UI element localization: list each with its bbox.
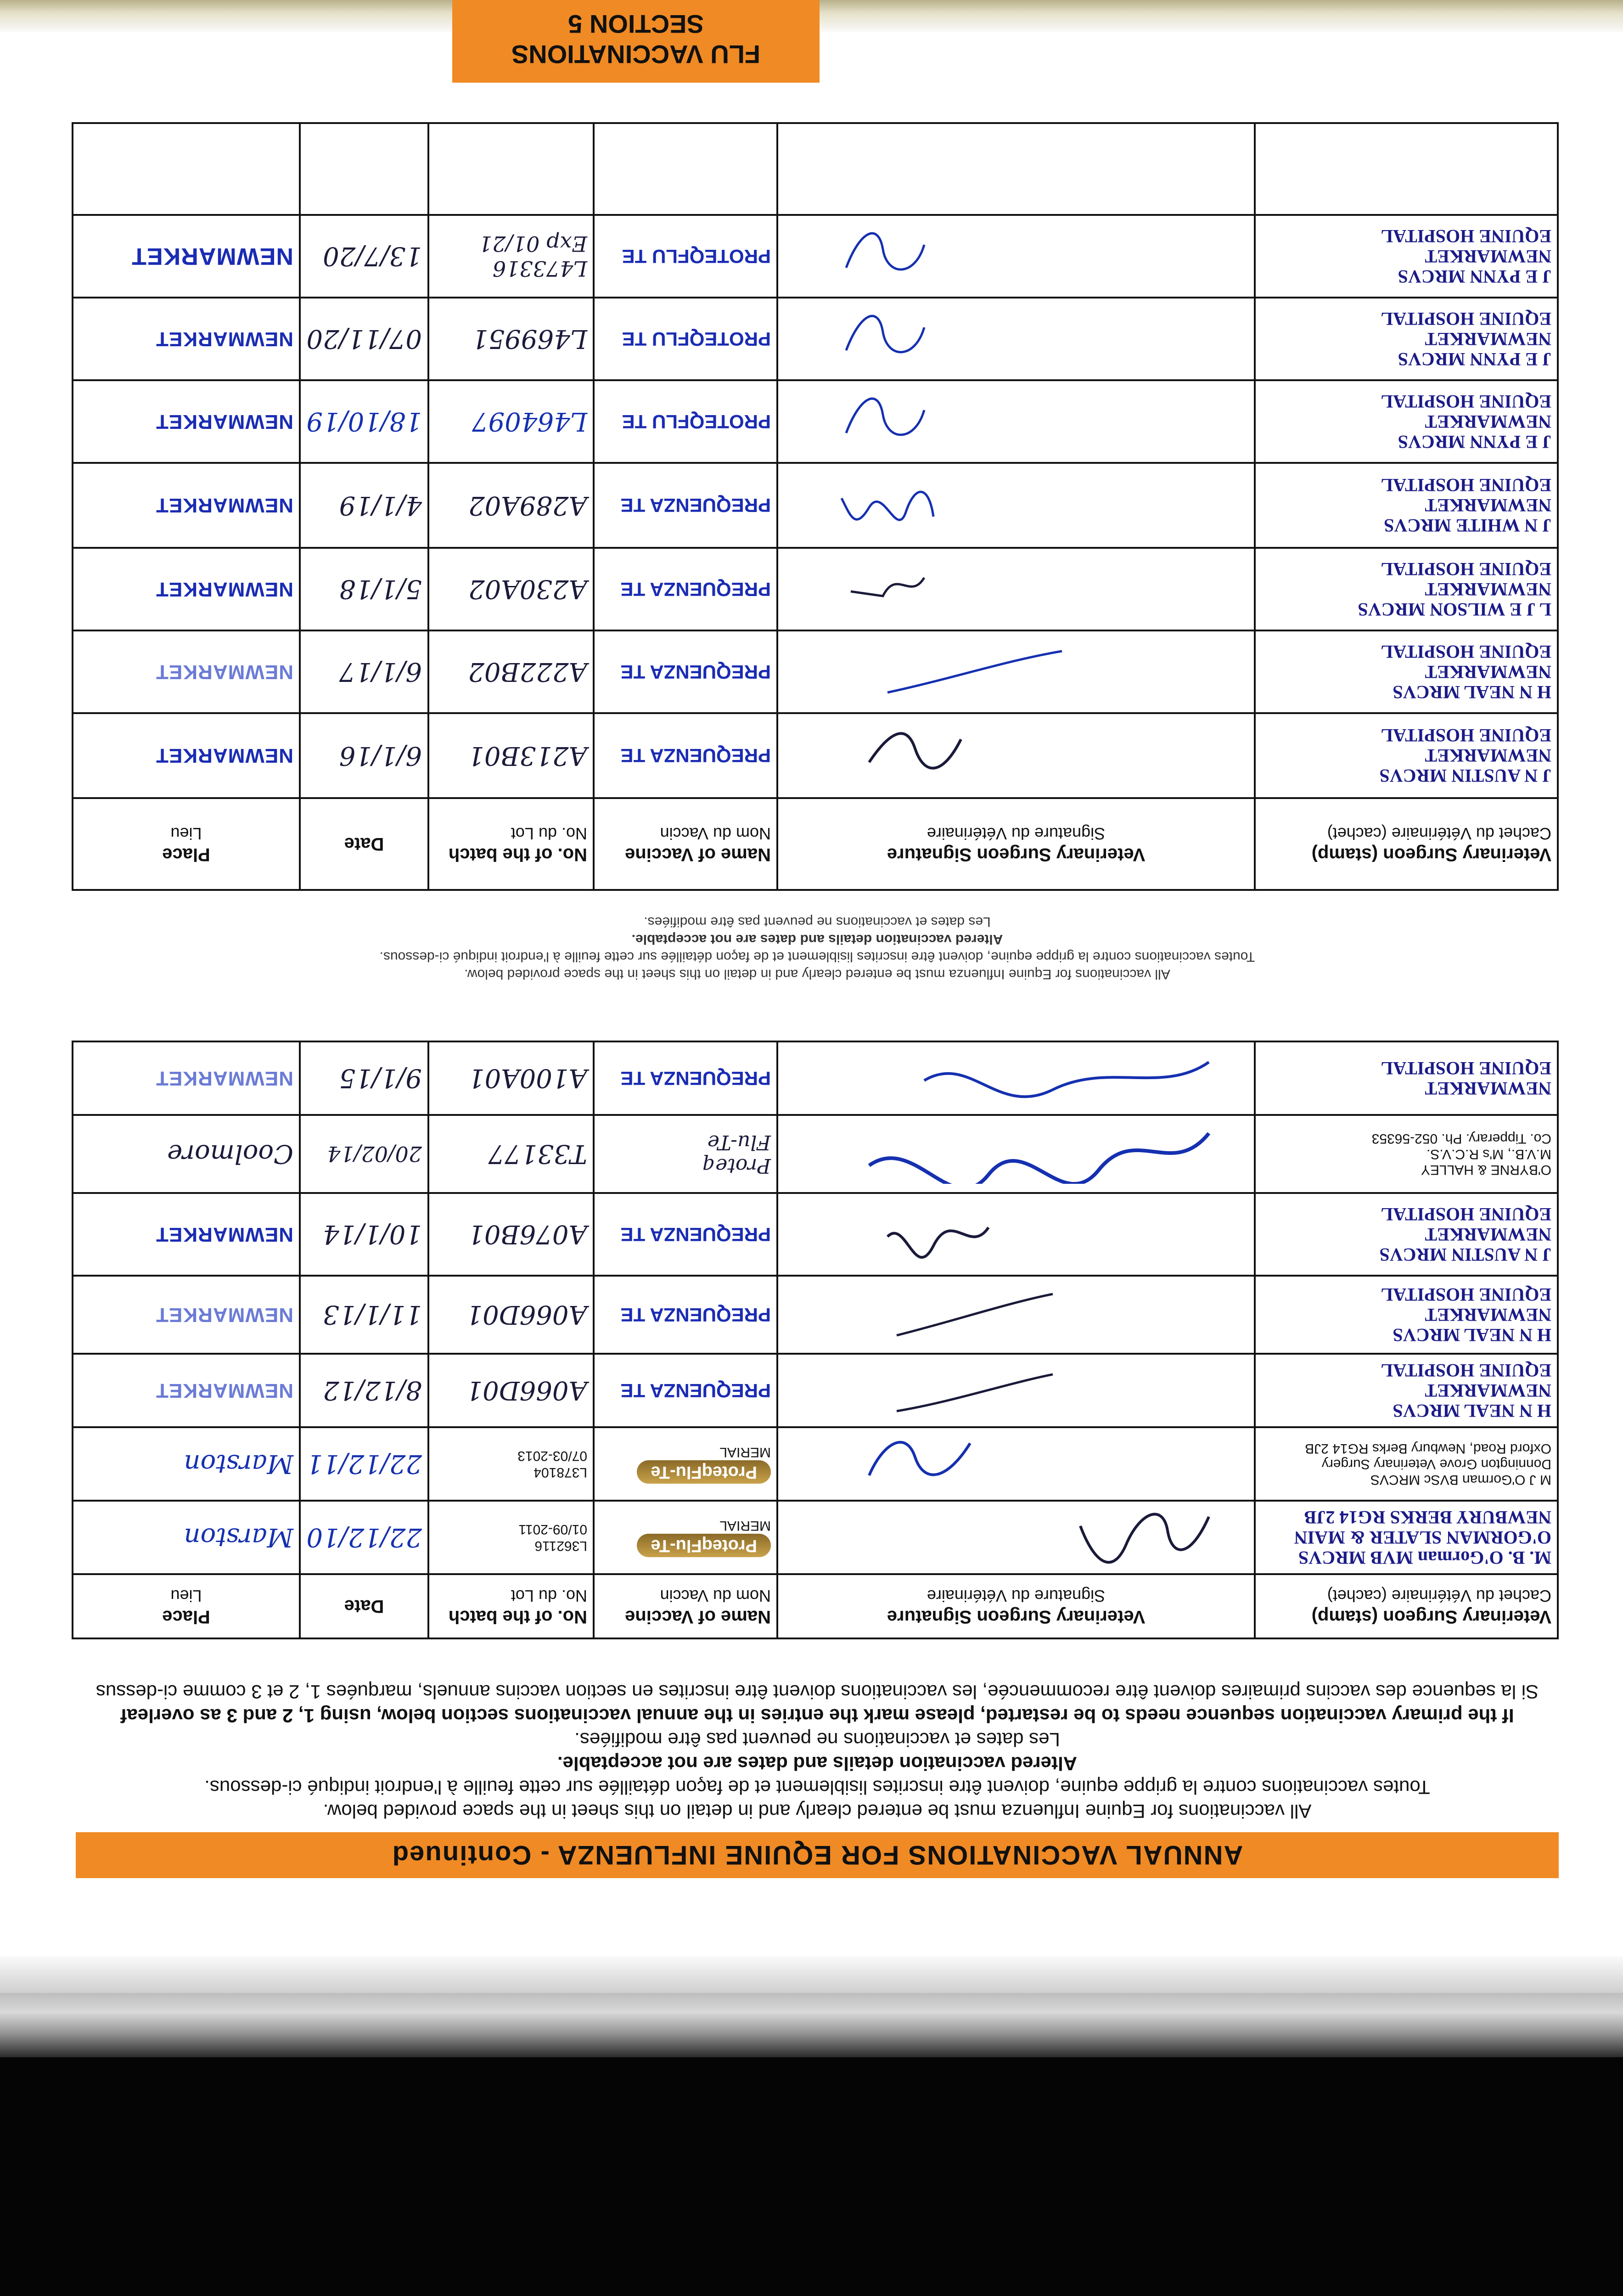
batch-number: A076B01 [428,1193,594,1276]
vaccine-name: ProteqFlu-Te MERIAL [594,1427,777,1501]
flu-vaccinations-title: FLU VACCINATIONS [511,40,761,69]
batch-number: A222B02 [428,630,594,713]
vaccination-date: 13/7/20 [300,215,428,298]
table-row [73,548,1558,630]
table-header-row [73,1574,1558,1638]
col-date-header: Date [300,798,428,890]
table-row [73,630,1558,713]
vet-stamp: J E PYNN MRCVS NEWMARKET EQUINE HOSPITAL [1255,298,1558,380]
vet-stamp: J E PYNN MRCVS NEWMARKET EQUINE HOSPITAL [1255,380,1558,463]
batch-number: A230A02 [428,548,594,630]
batch-number [428,123,594,215]
vaccination-place: NEWMARKET [73,463,300,548]
vaccine-name: Proteq Flu-Te [594,1115,777,1193]
section5-instructions [76,913,1559,983]
vet-stamp: J E PYNN MRCVS NEWMARKET EQUINE HOSPITAL [1255,215,1558,298]
batch-number: A066D01 [428,1276,594,1354]
vaccination-place: Marston [73,1427,300,1501]
table-header-row [73,798,1558,890]
instruction-fr: Toutes vaccinations contre la grippe equine, doivent être inscrites lisiblement et de façon détaillée sur cette feuille à l'endroit indiqué ci-dessous. [204,1777,1430,1798]
vaccine-name: PREQUENZA TE [594,1193,777,1276]
vaccine-name: PREQUENZA TE [594,1354,777,1427]
vaccination-date: 9/1/15 [300,1041,428,1115]
batch-number: L362116 01/09-2011 [428,1501,594,1574]
table-row [73,298,1558,380]
vaccination-place: NEWMARKET [73,1276,300,1354]
section5-altered-en: Altered vaccination details and dates are not acceptable. [631,932,1003,947]
scanner-strip [0,1993,1623,2057]
vaccine-name: PREQUENZA TE [594,630,777,713]
altered-fr: Les dates et vaccinations ne peuvent pas être modifiées. [574,1729,1060,1750]
annual-vaccinations-banner [76,1832,1559,1878]
vet-stamp: L J E WILSON MRCVS NEWMARKET EQUINE HOSPITAL [1255,548,1558,630]
batch-number: L378104 07/03-2013 [428,1427,594,1501]
vaccination-place: NEWMARKET [73,1354,300,1427]
col-batch-header: No. of the batch No. du Lot [428,798,594,890]
vaccination-place: NEWMARKET [73,713,300,798]
section5-instruction-en: All vaccinations for Equine Influenza must be entered clearly and in detail on this sheet in the space provided below. [464,967,1170,982]
col-place-header: Place Lieu [73,1574,300,1638]
vet-signature [777,548,1255,630]
col-place-header: Place Lieu [73,798,300,890]
batch-number: A066D01 [428,1354,594,1427]
vet-stamp: M J O'Gorman BVSc MRCVS Donnington Grove Veterinary Surgery Oxford Road, Newbury Berks RG14 2JB [1255,1427,1558,1501]
table-row [73,713,1558,798]
vaccination-date: 8/12/12 [300,1354,428,1427]
vaccination-date: 5/1/18 [300,548,428,630]
top-instructions [76,1680,1559,1823]
vaccine-name [594,123,777,215]
vaccination-date: 6/1/17 [300,630,428,713]
annual-vaccinations-title: ANNUAL VACCINATIONS FOR EQUINE INFLUENZA - Continued [391,1840,1243,1870]
vaccine-name: PREQUENZA TE [594,1041,777,1115]
vaccination-date: 4/1/19 [300,463,428,548]
vet-stamp [1255,123,1558,215]
annual-vaccination-table [72,1041,1559,1639]
vaccination-date [300,123,428,215]
col-vaccine-header: Name of Vaccine Nom du Vaccin [594,798,777,890]
vaccination-date: 10/1/14 [300,1193,428,1276]
vet-signature [777,1193,1255,1276]
restart-en: If the primary vaccination sequence needs to be restarted, please mark the entries in the annual vaccinations section below, using 1, 2 and 3 as overleaf [120,1705,1514,1727]
vet-signature [777,298,1255,380]
vaccine-name: PREQUENZA TE [594,463,777,548]
table-row [73,1276,1558,1354]
vaccine-name: PROTEQFLU TE [594,298,777,380]
vaccination-place: NEWMARKET [73,380,300,463]
restart-fr: Si la sequence des vaccins primaires doivent être recommencée, les vaccinations doivent être inscrites en section vaccins annuels, marquées 1, 2 et 3 comme ci-dessus [95,1681,1539,1703]
col-stamp-header: Veterinary Surgeon (stamp) Cachet du Vétérinaire (cachet) [1255,1574,1558,1638]
vaccination-place: NEWMARKET [73,1193,300,1276]
vaccination-date: 07/11/20 [300,298,428,380]
altered-en: Altered vaccination details and dates are not acceptable. [557,1753,1078,1774]
vet-stamp: J N WHITE MRCVS NEWMARKET EQUINE HOSPITAL [1255,463,1558,548]
batch-number: L464097 [428,380,594,463]
vaccination-place: NEWMARKET [73,1041,300,1115]
vet-signature [777,1041,1255,1115]
vet-signature [777,1115,1255,1193]
vet-stamp: H N NEAL MRCVS NEWMARKET EQUINE HOSPITAL [1255,1354,1558,1427]
vet-stamp: NEWMARKET EQUINE HOSPITAL [1255,1041,1558,1115]
vaccination-place: Coolmore [73,1115,300,1193]
vet-signature [777,1501,1255,1574]
vaccination-place [73,123,300,215]
table-row [73,380,1558,463]
flu-vaccination-table [72,122,1559,891]
vet-signature [777,1427,1255,1501]
vaccination-place: NEWMARKET [73,548,300,630]
col-vaccine-header: Name of Vaccine Nom du Vaccin [594,1574,777,1638]
table-row [73,1354,1558,1427]
col-signature-header: Veterinary Surgeon Signature Signature du Vétérinaire [777,1574,1255,1638]
vet-signature [777,630,1255,713]
instruction-en: All vaccinations for Equine Influenza must be entered clearly and in detail on this sheet in the space provided below. [323,1801,1312,1822]
table-row [73,1115,1558,1193]
vaccination-place: NEWMARKET [73,630,300,713]
batch-number: A213B01 [428,713,594,798]
table-row [73,1501,1558,1574]
col-signature-header: Veterinary Surgeon Signature Signature du Vétérinaire [777,798,1255,890]
vaccination-date: 20/02/14 [300,1115,428,1193]
page-edge [0,1956,1623,1993]
vaccine-name: ProteqFlu-Te MERIAL [594,1501,777,1574]
vet-stamp: J N AUSTIN MRCVS NEWMARKET EQUINE HOSPITAL [1255,713,1558,798]
section-number: SECTION 5 [568,10,704,39]
table-row [73,1193,1558,1276]
vaccination-place: Marston [73,1501,300,1574]
table-row [73,463,1558,548]
vaccination-date: 11/1/13 [300,1276,428,1354]
vet-signature [777,713,1255,798]
batch-number: L469951 [428,298,594,380]
vet-stamp: J N AUSTIN MRCVS NEWMARKET EQUINE HOSPITAL [1255,1193,1558,1276]
vaccination-place: NEWMARKET [73,215,300,298]
batch-number: A289A02 [428,463,594,548]
vet-signature [777,215,1255,298]
vet-signature [777,123,1255,215]
vet-signature [777,1276,1255,1354]
vaccine-name: PREQUENZA TE [594,713,777,798]
vet-signature [777,380,1255,463]
table-row [73,215,1558,298]
vaccination-date: 6/1/16 [300,713,428,798]
vet-stamp: M. B. O'Gorman MVB MRCVS O'GORMAN SLATER & MAIN NEWBURY BERKS RG14 2JB [1255,1501,1558,1574]
col-date-header: Date [300,1574,428,1638]
vaccination-date: 18/10/19 [300,380,428,463]
table-row [73,1041,1558,1115]
batch-number: L473316 Exp 01/21 [428,215,594,298]
section5-altered-fr: Les dates et vaccinations ne peuvent pas être modifiées. [644,914,991,929]
vaccine-name: PROTEQFLU TE [594,380,777,463]
vaccine-name: PREQUENZA TE [594,1276,777,1354]
vaccine-name: PROTEQFLU TE [594,215,777,298]
scan-dark-margin [0,2057,1623,2296]
flu-vaccinations-banner [452,0,820,83]
vet-stamp: O'BYRNE & HALLEY M.V.B., M's R.C.V.S. Co. Tipperary. Ph. 052-56353 [1255,1115,1558,1193]
vaccination-place: NEWMARKET [73,298,300,380]
vaccine-name: PREQUENZA TE [594,548,777,630]
section5-instruction-fr: Toutes vaccinations contre la grippe equine, doivent être inscrites lisiblement et de façon détaillée sur cette feuille à l'endroit indiqué ci-dessous. [379,949,1255,964]
vet-signature [777,1354,1255,1427]
vet-stamp: H N NEAL MRCVS NEWMARKET EQUINE HOSPITAL [1255,630,1558,713]
batch-number: T33177 [428,1115,594,1193]
vaccination-date: 22/12/10 [300,1501,428,1574]
col-batch-header: No. of the batch No. du Lot [428,1574,594,1638]
batch-number: A100A01 [428,1041,594,1115]
table-row [73,1427,1558,1501]
vet-stamp: H N NEAL MRCVS NEWMARKET EQUINE HOSPITAL [1255,1276,1558,1354]
table-row-empty [73,123,1558,215]
vet-signature [777,463,1255,548]
col-stamp-header: Veterinary Surgeon (stamp) Cachet du Vétérinaire (cachet) [1255,798,1558,890]
vaccination-date: 22/12/11 [300,1427,428,1501]
